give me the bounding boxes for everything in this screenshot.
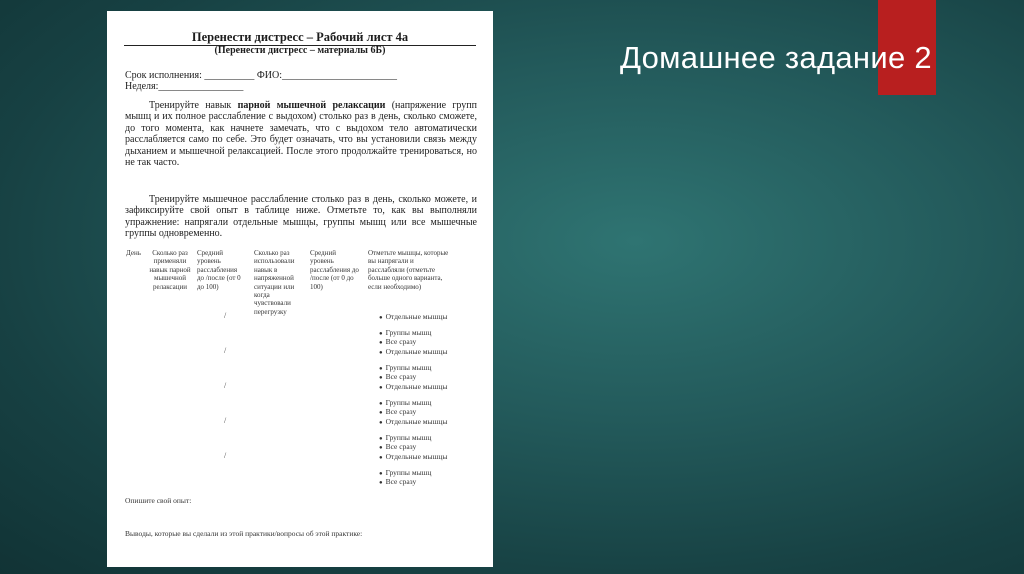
option-single-muscles: ● Отдельные мышцы	[379, 417, 448, 426]
instruction-paragraph-2: Тренируйте мышечное расслабление столько раз в день, сколько можете, и зафиксируйте свой опыт в таблице ниже. Отметьте то, как вы выполняли упражнение: напрягали отдельные мышцы, группы мышц или все мышечные группы одновременно.	[125, 194, 477, 240]
option-single-muscles: ● Отдельные мышцы	[379, 312, 448, 321]
option-all-at-once: ● Все сразу	[379, 337, 417, 346]
instruction-paragraph-1: Тренируйте навык парной мышечной релаксации (напряжение групп мышц и их полное расслабление с выдохом) столько раз в день, сколько сможете, до того момента, как начнете замечать, что с выдохом тело автоматически расслабляется само по себе. Это будет означать, что вы установили связь между дыханием и мышечной релаксацией. После этого продолжайте тренироваться, но не так часто.	[125, 100, 477, 169]
worksheet-image	[107, 11, 493, 567]
describe-experience-label: Опишите свой опыт:	[125, 496, 192, 505]
option-muscle-groups: ● Группы мышц	[379, 433, 432, 442]
slide-title: Домашнее задание 2	[620, 40, 932, 75]
worksheet-title: Перенести дистресс – Рабочий лист 4а	[191, 30, 409, 44]
row-mark: /	[224, 451, 227, 460]
col-header-relax-level-1: Средний уровень расслабления до /после (от 0 до 100)	[197, 249, 241, 291]
col-header-day: День	[126, 249, 141, 257]
col-header-pmr-count: Сколько раз применяли навык парной мышечной релаксации	[149, 249, 191, 291]
option-single-muscles: ● Отдельные мышцы	[379, 452, 448, 461]
col-header-relax-level-2: Средний уровень расслабления до /после (от 0 до 100)	[310, 249, 359, 291]
option-single-muscles: ● Отдельные мышцы	[379, 347, 448, 356]
conclusions-label: Выводы, которые вы сделали из этой практики/вопросы об этой практике:	[125, 529, 363, 538]
option-all-at-once: ● Все сразу	[379, 407, 417, 416]
option-muscle-groups: ● Группы мышц	[379, 398, 432, 407]
option-all-at-once: ● Все сразу	[379, 372, 417, 381]
worksheet-subtitle: (Перенести дистресс – материалы 6Б)	[214, 45, 386, 56]
option-muscle-groups: ● Группы мышц	[379, 363, 432, 372]
option-single-muscles: ● Отдельные мышцы	[379, 382, 448, 391]
row-mark: /	[224, 346, 227, 355]
option-muscle-groups: ● Группы мышц	[379, 328, 432, 337]
row-mark: /	[224, 416, 227, 425]
row-mark: /	[224, 311, 227, 320]
option-all-at-once: ● Все сразу	[379, 477, 417, 486]
deadline-line: Срок исполнения: __________ ФИО:_______________________	[125, 70, 398, 81]
row-mark: /	[224, 381, 227, 390]
option-all-at-once: ● Все сразу	[379, 442, 417, 451]
col-header-muscles: Отметьте мышцы, которые вы напрягали и расслабляли (отметьте больше одного варианта, если необходимо)	[368, 249, 449, 291]
week-line: Неделя:_________________	[125, 81, 244, 92]
col-header-stress-usage: Сколько раз использовали навык в напряженной ситуации или когда чувствовали перегрузку	[254, 249, 295, 316]
option-muscle-groups: ● Группы мышц	[379, 468, 432, 477]
